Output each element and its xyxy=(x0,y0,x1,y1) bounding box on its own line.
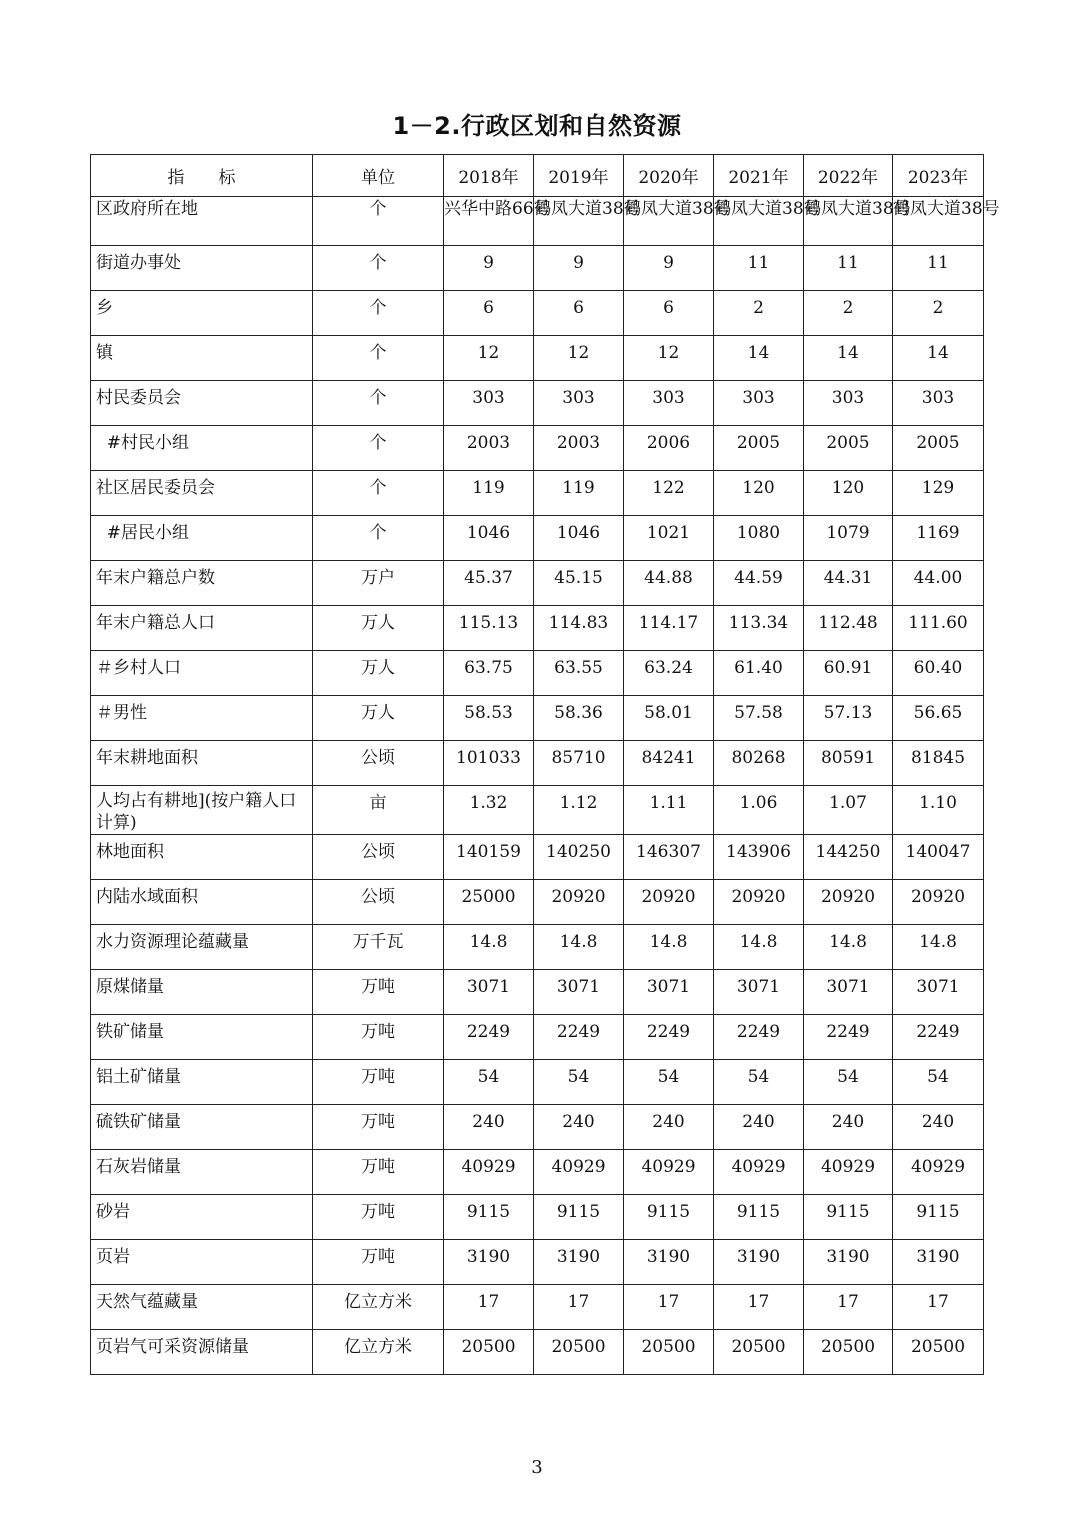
cell-value-2022: 2249 xyxy=(804,1015,893,1060)
cell-value-2022: 44.31 xyxy=(804,561,893,606)
row-indicator-name: 页岩 xyxy=(91,1240,313,1285)
cell-value-2022: 鹤凤大道38号 xyxy=(804,197,893,246)
cell-value-2021: 20920 xyxy=(714,880,804,925)
cell-value-2020: 3071 xyxy=(624,970,714,1015)
column-header-2023: 2023年 xyxy=(893,155,984,197)
table-row xyxy=(91,880,984,925)
row-indicator-name: 年末耕地面积 xyxy=(91,741,313,786)
table-row xyxy=(91,651,984,696)
cell-value-2018: 303 xyxy=(444,381,534,426)
cell-value-2022: 80591 xyxy=(804,741,893,786)
table-row xyxy=(91,970,984,1015)
cell-value-2022: 14 xyxy=(804,336,893,381)
cell-value-2020: 20500 xyxy=(624,1330,714,1375)
cell-value-2020: 54 xyxy=(624,1060,714,1105)
table-row xyxy=(91,336,984,381)
cell-value-2021: 11 xyxy=(714,246,804,291)
table-row xyxy=(91,786,984,835)
cell-value-2023: 17 xyxy=(893,1285,984,1330)
row-unit: 万人 xyxy=(313,606,444,651)
cell-value-2023: 1.10 xyxy=(893,786,984,835)
cell-value-2018: 3190 xyxy=(444,1240,534,1285)
row-indicator-name: 原煤储量 xyxy=(91,970,313,1015)
cell-value-2020: 1021 xyxy=(624,516,714,561)
row-unit: 万人 xyxy=(313,651,444,696)
row-indicator-name: #村民小组 xyxy=(91,426,313,471)
column-header-2018: 2018年 xyxy=(444,155,534,197)
cell-value-2021: 1.06 xyxy=(714,786,804,835)
cell-value-2018: 63.75 xyxy=(444,651,534,696)
statistics-table xyxy=(90,154,1000,1375)
row-indicator-name: 水力资源理论蕴藏量 xyxy=(91,925,313,970)
table-row xyxy=(91,1285,984,1330)
row-indicator-name: #居民小组 xyxy=(91,516,313,561)
cell-value-2019: 9 xyxy=(534,246,624,291)
cell-value-2022: 144250 xyxy=(804,835,893,880)
cell-value-2019: 鹤凤大道38号 xyxy=(534,197,624,246)
cell-value-2023: 14 xyxy=(893,336,984,381)
cell-value-2019: 1.12 xyxy=(534,786,624,835)
header-row xyxy=(91,155,984,197)
cell-value-2019: 2249 xyxy=(534,1015,624,1060)
cell-value-2018: 20500 xyxy=(444,1330,534,1375)
cell-value-2019: 303 xyxy=(534,381,624,426)
cell-value-2021: 3071 xyxy=(714,970,804,1015)
cell-value-2023: 40929 xyxy=(893,1150,984,1195)
cell-value-2018: 119 xyxy=(444,471,534,516)
cell-value-2021: 54 xyxy=(714,1060,804,1105)
cell-value-2020: 6 xyxy=(624,291,714,336)
cell-value-2021: 鹤凤大道38号 xyxy=(714,197,804,246)
row-indicator-name: 铝土矿储量 xyxy=(91,1060,313,1105)
cell-value-2019: 63.55 xyxy=(534,651,624,696)
row-indicator-name: ＃男性 xyxy=(91,696,313,741)
row-indicator-name: 社区居民委员会 xyxy=(91,471,313,516)
cell-value-2020: 9 xyxy=(624,246,714,291)
cell-value-2018: 9 xyxy=(444,246,534,291)
cell-value-2020: 303 xyxy=(624,381,714,426)
row-indicator-name: 年末户籍总户数 xyxy=(91,561,313,606)
row-indicator-name: ＃乡村人口 xyxy=(91,651,313,696)
row-unit: 万人 xyxy=(313,696,444,741)
row-unit: 万吨 xyxy=(313,1195,444,1240)
cell-value-2019: 58.36 xyxy=(534,696,624,741)
cell-value-2022: 120 xyxy=(804,471,893,516)
cell-value-2021: 17 xyxy=(714,1285,804,1330)
table-row xyxy=(91,606,984,651)
cell-value-2021: 120 xyxy=(714,471,804,516)
cell-value-2023: 20920 xyxy=(893,880,984,925)
cell-value-2021: 14.8 xyxy=(714,925,804,970)
table-row xyxy=(91,1060,984,1105)
cell-value-2023: 44.00 xyxy=(893,561,984,606)
cell-value-2022: 1079 xyxy=(804,516,893,561)
cell-value-2018: 115.13 xyxy=(444,606,534,651)
cell-value-2022: 40929 xyxy=(804,1150,893,1195)
cell-value-2019: 3190 xyxy=(534,1240,624,1285)
cell-value-2023: 81845 xyxy=(893,741,984,786)
row-unit: 万吨 xyxy=(313,1060,444,1105)
table-row xyxy=(91,1015,984,1060)
row-indicator-name: 天然气蕴藏量 xyxy=(91,1285,313,1330)
table-row xyxy=(91,471,984,516)
cell-value-2023: 2249 xyxy=(893,1015,984,1060)
table-row xyxy=(91,291,984,336)
row-indicator-name: 铁矿储量 xyxy=(91,1015,313,1060)
cell-value-2022: 303 xyxy=(804,381,893,426)
cell-value-2023: 14.8 xyxy=(893,925,984,970)
table-row xyxy=(91,1105,984,1150)
cell-value-2020: 14.8 xyxy=(624,925,714,970)
column-header-unit: 单位 xyxy=(313,155,444,197)
column-header-2020: 2020年 xyxy=(624,155,714,197)
row-unit: 个 xyxy=(313,426,444,471)
cell-value-2023: 3190 xyxy=(893,1240,984,1285)
row-indicator-name: 内陆水域面积 xyxy=(91,880,313,925)
cell-value-2023: 1169 xyxy=(893,516,984,561)
table-row xyxy=(91,426,984,471)
cell-value-2021: 2 xyxy=(714,291,804,336)
cell-value-2020: 2006 xyxy=(624,426,714,471)
cell-value-2018: 140159 xyxy=(444,835,534,880)
cell-value-2022: 17 xyxy=(804,1285,893,1330)
cell-value-2020: 3190 xyxy=(624,1240,714,1285)
cell-value-2019: 12 xyxy=(534,336,624,381)
cell-value-2021: 40929 xyxy=(714,1150,804,1195)
cell-value-2018: 101033 xyxy=(444,741,534,786)
table-row xyxy=(91,1240,984,1285)
cell-value-2019: 1046 xyxy=(534,516,624,561)
table-row xyxy=(91,1195,984,1240)
cell-value-2018: 兴华中路66号 xyxy=(444,197,534,246)
row-unit: 万吨 xyxy=(313,1240,444,1285)
cell-value-2022: 3071 xyxy=(804,970,893,1015)
cell-value-2018: 14.8 xyxy=(444,925,534,970)
cell-value-2022: 57.13 xyxy=(804,696,893,741)
row-unit: 个 xyxy=(313,381,444,426)
row-indicator-name: 村民委员会 xyxy=(91,381,313,426)
table-row xyxy=(91,1330,984,1375)
table-row xyxy=(91,381,984,426)
cell-value-2020: 12 xyxy=(624,336,714,381)
cell-value-2019: 40929 xyxy=(534,1150,624,1195)
cell-value-2020: 17 xyxy=(624,1285,714,1330)
row-indicator-name: 街道办事处 xyxy=(91,246,313,291)
cell-value-2018: 6 xyxy=(444,291,534,336)
cell-value-2019: 20920 xyxy=(534,880,624,925)
row-unit: 公顷 xyxy=(313,835,444,880)
row-indicator-name: 硫铁矿储量 xyxy=(91,1105,313,1150)
row-unit: 亩 xyxy=(313,786,444,835)
cell-value-2018: 2249 xyxy=(444,1015,534,1060)
cell-value-2023: 240 xyxy=(893,1105,984,1150)
cell-value-2022: 2 xyxy=(804,291,893,336)
row-unit: 万吨 xyxy=(313,1105,444,1150)
cell-value-2021: 303 xyxy=(714,381,804,426)
row-indicator-name: 区政府所在地 xyxy=(91,197,313,246)
cell-value-2023: 鹤凤大道38号 xyxy=(893,197,984,246)
table-body xyxy=(91,197,1000,1375)
cell-value-2019: 20500 xyxy=(534,1330,624,1375)
cell-value-2023: 129 xyxy=(893,471,984,516)
column-header-2019: 2019年 xyxy=(534,155,624,197)
cell-value-2020: 84241 xyxy=(624,741,714,786)
cell-value-2021: 61.40 xyxy=(714,651,804,696)
cell-value-2018: 58.53 xyxy=(444,696,534,741)
cell-value-2023: 140047 xyxy=(893,835,984,880)
cell-value-2022: 11 xyxy=(804,246,893,291)
row-unit: 个 xyxy=(313,291,444,336)
cell-value-2020: 58.01 xyxy=(624,696,714,741)
cell-value-2021: 113.34 xyxy=(714,606,804,651)
column-header-2021: 2021年 xyxy=(714,155,804,197)
cell-value-2022: 240 xyxy=(804,1105,893,1150)
cell-value-2023: 2 xyxy=(893,291,984,336)
row-unit: 个 xyxy=(313,471,444,516)
cell-value-2023: 20500 xyxy=(893,1330,984,1375)
page-number: 3 xyxy=(531,1457,543,1478)
row-unit: 万吨 xyxy=(313,1015,444,1060)
cell-value-2019: 85710 xyxy=(534,741,624,786)
cell-value-2018: 17 xyxy=(444,1285,534,1330)
cell-value-2020: 40929 xyxy=(624,1150,714,1195)
row-unit: 个 xyxy=(313,246,444,291)
cell-value-2018: 2003 xyxy=(444,426,534,471)
cell-value-2021: 9115 xyxy=(714,1195,804,1240)
row-indicator-name: 砂岩 xyxy=(91,1195,313,1240)
column-header-indicator: 指 标 xyxy=(91,155,313,197)
table-row xyxy=(91,197,984,246)
cell-value-2023: 111.60 xyxy=(893,606,984,651)
cell-value-2020: 44.88 xyxy=(624,561,714,606)
cell-value-2018: 25000 xyxy=(444,880,534,925)
row-indicator-name: 石灰岩储量 xyxy=(91,1150,313,1195)
cell-value-2020: 鹤凤大道38号 xyxy=(624,197,714,246)
cell-value-2019: 3071 xyxy=(534,970,624,1015)
cell-value-2020: 1.11 xyxy=(624,786,714,835)
cell-value-2018: 45.37 xyxy=(444,561,534,606)
row-unit: 万户 xyxy=(313,561,444,606)
cell-value-2023: 54 xyxy=(893,1060,984,1105)
cell-value-2019: 119 xyxy=(534,471,624,516)
cell-value-2021: 44.59 xyxy=(714,561,804,606)
cell-value-2022: 112.48 xyxy=(804,606,893,651)
cell-value-2021: 14 xyxy=(714,336,804,381)
row-unit: 个 xyxy=(313,336,444,381)
cell-value-2022: 14.8 xyxy=(804,925,893,970)
cell-value-2022: 3190 xyxy=(804,1240,893,1285)
cell-value-2023: 60.40 xyxy=(893,651,984,696)
cell-value-2022: 54 xyxy=(804,1060,893,1105)
table-row xyxy=(91,835,984,880)
cell-value-2019: 140250 xyxy=(534,835,624,880)
cell-value-2020: 240 xyxy=(624,1105,714,1150)
row-indicator-name: 年末户籍总人口 xyxy=(91,606,313,651)
table-row xyxy=(91,516,984,561)
cell-value-2018: 12 xyxy=(444,336,534,381)
cell-value-2018: 40929 xyxy=(444,1150,534,1195)
cell-value-2018: 54 xyxy=(444,1060,534,1105)
cell-value-2019: 17 xyxy=(534,1285,624,1330)
cell-value-2018: 1.32 xyxy=(444,786,534,835)
cell-value-2019: 114.83 xyxy=(534,606,624,651)
cell-value-2019: 14.8 xyxy=(534,925,624,970)
cell-value-2021: 1080 xyxy=(714,516,804,561)
cell-value-2018: 1046 xyxy=(444,516,534,561)
cell-value-2019: 54 xyxy=(534,1060,624,1105)
cell-value-2020: 2249 xyxy=(624,1015,714,1060)
row-unit: 万吨 xyxy=(313,1150,444,1195)
cell-value-2023: 3071 xyxy=(893,970,984,1015)
cell-value-2021: 80268 xyxy=(714,741,804,786)
row-indicator-name: 镇 xyxy=(91,336,313,381)
cell-value-2022: 1.07 xyxy=(804,786,893,835)
cell-value-2020: 114.17 xyxy=(624,606,714,651)
table-row xyxy=(91,925,984,970)
cell-value-2019: 45.15 xyxy=(534,561,624,606)
row-indicator-name: 林地面积 xyxy=(91,835,313,880)
row-unit: 万千瓦 xyxy=(313,925,444,970)
cell-value-2020: 122 xyxy=(624,471,714,516)
table-row xyxy=(91,246,984,291)
cell-value-2020: 20920 xyxy=(624,880,714,925)
cell-value-2022: 2005 xyxy=(804,426,893,471)
row-unit: 万吨 xyxy=(313,970,444,1015)
row-indicator-name: 人均占有耕地](按户籍人口计算) xyxy=(91,786,313,835)
column-header-2022: 2022年 xyxy=(804,155,893,197)
cell-value-2021: 143906 xyxy=(714,835,804,880)
cell-value-2021: 2249 xyxy=(714,1015,804,1060)
cell-value-2018: 3071 xyxy=(444,970,534,1015)
table-row xyxy=(91,696,984,741)
cell-value-2021: 20500 xyxy=(714,1330,804,1375)
cell-value-2018: 240 xyxy=(444,1105,534,1150)
cell-value-2022: 20920 xyxy=(804,880,893,925)
row-unit: 亿立方米 xyxy=(313,1285,444,1330)
row-unit: 公顷 xyxy=(313,880,444,925)
cell-value-2020: 9115 xyxy=(624,1195,714,1240)
cell-value-2019: 240 xyxy=(534,1105,624,1150)
row-indicator-name: 乡 xyxy=(91,291,313,336)
cell-value-2023: 303 xyxy=(893,381,984,426)
cell-value-2023: 56.65 xyxy=(893,696,984,741)
cell-value-2022: 60.91 xyxy=(804,651,893,696)
cell-value-2019: 2003 xyxy=(534,426,624,471)
cell-value-2022: 20500 xyxy=(804,1330,893,1375)
page-title: 1－2.行政区划和自然资源 xyxy=(392,112,682,140)
table-row xyxy=(91,741,984,786)
cell-value-2023: 11 xyxy=(893,246,984,291)
cell-value-2021: 57.58 xyxy=(714,696,804,741)
cell-value-2019: 9115 xyxy=(534,1195,624,1240)
cell-value-2018: 9115 xyxy=(444,1195,534,1240)
table-row xyxy=(91,561,984,606)
cell-value-2020: 63.24 xyxy=(624,651,714,696)
cell-value-2019: 6 xyxy=(534,291,624,336)
row-unit: 公顷 xyxy=(313,741,444,786)
cell-value-2020: 146307 xyxy=(624,835,714,880)
row-unit: 亿立方米 xyxy=(313,1330,444,1375)
cell-value-2021: 2005 xyxy=(714,426,804,471)
row-indicator-name: 页岩气可采资源储量 xyxy=(91,1330,313,1375)
table-row xyxy=(91,1150,984,1195)
row-unit: 个 xyxy=(313,516,444,561)
row-unit: 个 xyxy=(313,197,444,246)
cell-value-2023: 9115 xyxy=(893,1195,984,1240)
cell-value-2022: 9115 xyxy=(804,1195,893,1240)
cell-value-2023: 2005 xyxy=(893,426,984,471)
cell-value-2021: 3190 xyxy=(714,1240,804,1285)
cell-value-2021: 240 xyxy=(714,1105,804,1150)
